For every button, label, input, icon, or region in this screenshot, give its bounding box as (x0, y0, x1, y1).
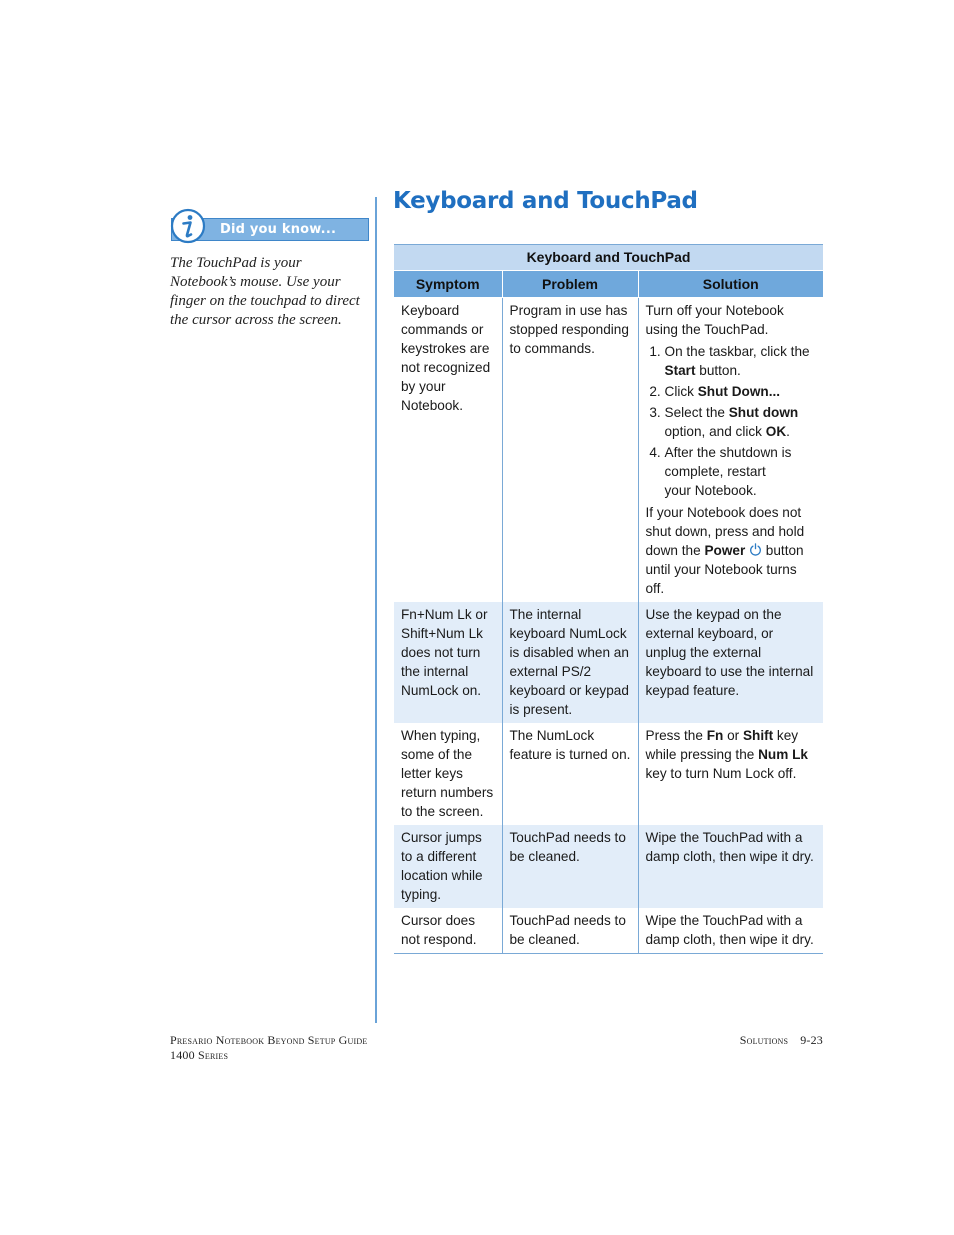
info-icon (170, 208, 206, 244)
table-row (394, 298, 823, 603)
page-title: Keyboard and TouchPad (393, 188, 698, 214)
power-icon (749, 543, 762, 556)
solution-cell: Use the keypad on the external keyboard, or unplug the external keyboard to use the internal keypad feature. (638, 602, 823, 723)
table-row (394, 825, 823, 908)
symptom-cell: Fn+Num Lk or Shift+Num Lk does not turn the internal NumLock on. (394, 602, 502, 723)
symptom-cell: Keyboard commands or keystrokes are not recognized by your Notebook. (401, 303, 491, 413)
symptom-cell: When typing, some of the letter keys return numbers to the screen. (401, 728, 494, 819)
symptom-cell: Cursor does not respond. (394, 908, 502, 954)
problem-cell: The NumLock feature is turned on. (502, 723, 638, 825)
solution-cell: Wipe the TouchPad with a damp cloth, then wipe it dry. (638, 908, 823, 954)
list-item: 4. After the shutdown is complete, restart your Notebook. (665, 443, 795, 500)
list-item: 3. Select the Shut down option, and click OK. (665, 403, 818, 441)
header-problem: Problem (502, 271, 638, 298)
list-item: 2. Click Shut Down... (665, 382, 818, 401)
table-row (394, 908, 823, 954)
header-solution: Solution (638, 271, 823, 298)
solution-cell: Wipe the TouchPad with a damp cloth, then wipe it dry. (638, 825, 823, 908)
page-number: 9-23 (800, 1033, 823, 1047)
table-title: Keyboard and TouchPad (394, 245, 823, 271)
vertical-divider (375, 197, 377, 1023)
header-symptom: Symptom (394, 271, 502, 298)
troubleshooting-table (394, 244, 823, 954)
table-row (394, 602, 823, 723)
solution-cell: Turn off your Notebook using the TouchPad. 1. On the taskbar, click the Start button. 2. Click Shut Down... 3. Select the Shut down option, and click OK. 4. After the shutdown is complete, restart your Notebook. If your Notebook does not shut down, press and hold down the Power button until your Notebook turns off. (638, 298, 823, 603)
solution-cell: Press the Fn or Shift key while pressing the Num Lk key to turn Num Lock off. (638, 723, 823, 825)
footer-page-info (740, 1033, 823, 1048)
list-item: 1. On the taskbar, click the Start button. (665, 342, 818, 380)
footer-book-title: Presario Notebook Beyond Setup Guide 1400 Series (170, 1033, 368, 1062)
problem-cell: The internal keyboard NumLock is disabled when an external PS/2 keyboard or keypad is present. (502, 602, 638, 723)
shutdown-steps (646, 342, 818, 500)
did-you-know-label: Did you know... (220, 222, 337, 237)
did-you-know-tip: The TouchPad is your Notebook’s mouse. Use your finger on the touchpad to direct the cursor across the screen. (170, 255, 360, 328)
problem-cell: TouchPad needs to be cleaned. (502, 908, 638, 954)
problem-cell: TouchPad needs to be cleaned. (502, 825, 638, 908)
problem-cell: Program in use has stopped responding to commands. (502, 298, 638, 603)
symptom-cell: Cursor jumps to a different location while typing. (394, 825, 502, 908)
table-row (394, 723, 823, 825)
footer-section: Solutions (739, 1033, 789, 1047)
